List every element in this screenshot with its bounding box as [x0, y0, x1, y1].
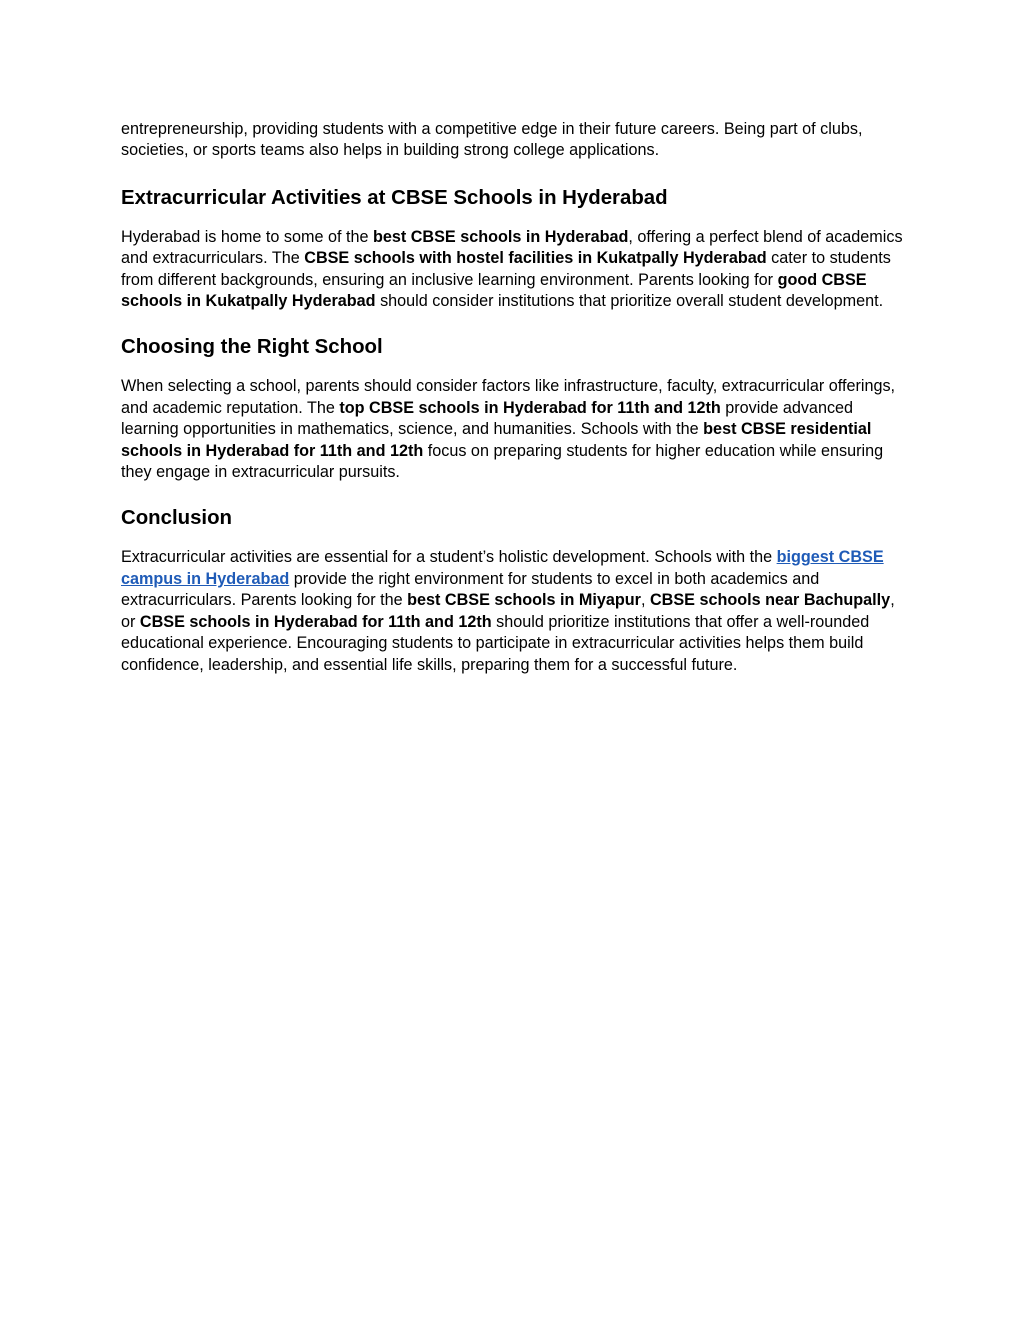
biggest-campus-link[interactable]: biggest CBSE campus in Hyderabad	[121, 548, 884, 588]
heading-conclusion: Conclusion	[121, 507, 233, 530]
bold-keyword: best CBSE schools in Hyderabad	[372, 227, 629, 246]
bold-keyword: CBSE schools in Hyderabad for 11th and 12th	[139, 612, 492, 631]
text-run: Extracurricular activities are essential for a student’s holistic development. Schools with the	[121, 548, 777, 567]
heading-extracurricular: Extracurricular Activities at CBSE Schools in Hyderabad	[121, 186, 668, 209]
paragraph-conclusion	[121, 547, 911, 675]
bold-keyword: top CBSE schools in Hyderabad for 11th and 12th	[339, 398, 721, 417]
text-run: , or	[121, 591, 895, 631]
paragraph-choosing-school	[121, 376, 911, 483]
text-run: cater to students from different backgrounds, ensuring an inclusive learning environment. Parents looking for	[121, 249, 891, 289]
intro-paragraph	[121, 119, 911, 162]
text-run: provide the right environment for students to excel in both academics and extracurriculars. Parents looking for the	[121, 569, 820, 610]
text-run: , offering a perfect blend of academics and extracurriculars. The	[121, 227, 903, 268]
bold-keyword: CBSE schools near Bachupally	[649, 591, 891, 610]
text-run: ,	[640, 591, 650, 610]
text-run: When selecting a school, parents should consider factors like infrastructure, faculty, extracurricular offerings, and academic reputation. The	[121, 377, 896, 417]
bold-keyword: best CBSE schools in Miyapur	[407, 591, 641, 610]
paragraph-extracurricular	[121, 227, 911, 313]
text-run: should prioritize institutions that offer a well-rounded educational experience. Encouraging students to participate in extracurricular activities helps them build confidence, leadership, and essential life skills, preparing them for a successful future.	[121, 612, 870, 674]
bold-keyword: CBSE schools with hostel facilities in Kukatpally Hyderabad	[304, 249, 767, 268]
text-run: provide advanced learning opportunities in mathematics, science, and humanities. Schools with the	[121, 398, 854, 439]
text-run: Hyderabad is home to some of the	[121, 227, 373, 246]
intro-text: entrepreneurship, providing students with a competitive edge in their future careers. Being part of clubs, societies, or sports teams also helps in building strong college applications.	[121, 120, 863, 160]
bold-keyword: good CBSE schools in Kukatpally Hyderabad	[121, 270, 867, 311]
text-run: focus on preparing students for higher education while ensuring they engage in extracurricular pursuits.	[121, 441, 884, 482]
text-run: should consider institutions that prioritize overall student development.	[375, 292, 884, 311]
heading-choosing-school: Choosing the Right School	[121, 336, 383, 359]
document-page	[121, 119, 911, 676]
bold-keyword: best CBSE residential schools in Hyderabad for 11th and 12th	[121, 420, 872, 460]
